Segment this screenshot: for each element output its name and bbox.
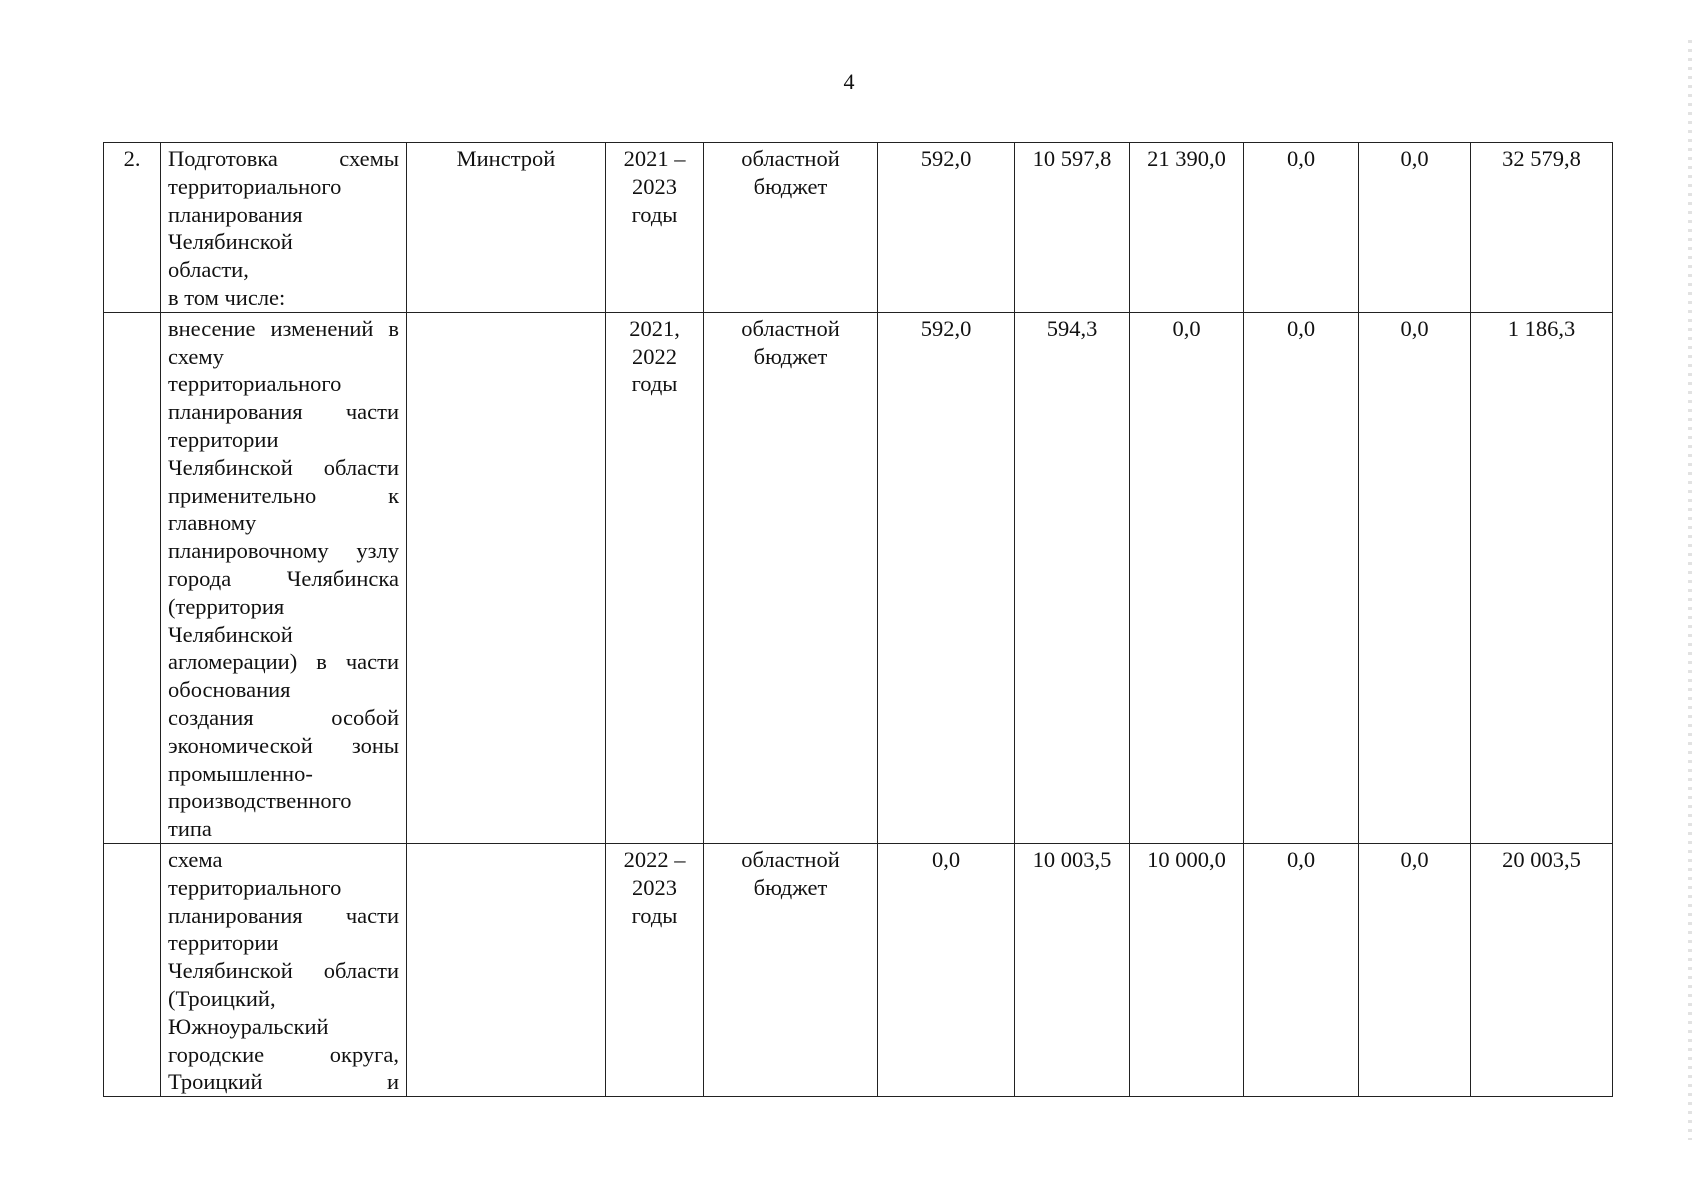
description-line: (территория <box>168 593 285 619</box>
value-cell <box>878 143 1015 313</box>
description-line: Челябинской <box>168 229 293 255</box>
funding-source-line: бюджет <box>753 173 828 199</box>
value-cell <box>1471 312 1613 843</box>
value-cell <box>1471 143 1613 313</box>
value-text: 594,3 <box>1046 315 1098 341</box>
value-text: 1 186,3 <box>1507 315 1576 341</box>
description-line: территории <box>168 426 279 452</box>
value-text: 592,0 <box>920 146 972 171</box>
description-line: города Челябинска <box>168 565 399 591</box>
value-text: 10 597,8 <box>1032 146 1112 171</box>
executor-cell <box>407 312 606 843</box>
funding-source-line: бюджет <box>753 343 828 369</box>
value-cell <box>1244 843 1359 1096</box>
table-row <box>104 312 1613 843</box>
description-line: планировочному узлу <box>168 538 399 564</box>
value-cell <box>1359 312 1471 843</box>
table-row <box>104 143 1613 313</box>
description-line: планирования <box>168 201 303 227</box>
description-line: Челябинской области <box>168 958 399 984</box>
period-line: 2021, <box>629 315 680 341</box>
description-line: Подготовка схемы <box>168 146 399 171</box>
period-line: годы <box>631 371 678 397</box>
period-cell <box>606 312 704 843</box>
value-text: 0,0 <box>1400 315 1429 341</box>
row-index-cell <box>104 843 161 1096</box>
description-line: Челябинской области <box>168 454 399 480</box>
value-text: 0,0 <box>1286 846 1316 872</box>
executor-text: Минстрой <box>456 146 556 171</box>
page-number: 4 <box>843 69 855 94</box>
description-line: территории <box>168 930 279 956</box>
description-cell <box>161 143 407 313</box>
description-line: типа <box>168 816 212 842</box>
executor-cell <box>407 143 606 313</box>
description-line: в том числе: <box>168 284 286 310</box>
description-line: агломерации) в части <box>168 649 399 675</box>
value-text: 10 000,0 <box>1147 846 1226 872</box>
description-line: экономической зоны <box>168 732 399 758</box>
description-line: обоснования <box>168 677 291 703</box>
description-line: создания особой <box>168 704 399 730</box>
row-index-cell <box>104 312 161 843</box>
value-text: 10 003,5 <box>1032 846 1112 872</box>
description-line: Троицкий и <box>168 1069 399 1095</box>
funding-source-cell <box>704 843 878 1096</box>
period-line: 2022 <box>632 343 677 369</box>
value-text: 20 003,5 <box>1502 846 1581 872</box>
value-cell <box>1015 312 1130 843</box>
funding-source-line: областной <box>741 146 840 171</box>
value-text: 0,0 <box>931 846 961 872</box>
value-cell <box>1130 843 1244 1096</box>
description-line: промышленно- <box>168 760 313 786</box>
funding-source-cell <box>704 312 878 843</box>
table-row <box>104 843 1613 1096</box>
value-cell <box>1130 143 1244 313</box>
table-body <box>104 143 1613 1097</box>
period-line: 2021 – <box>623 146 686 171</box>
value-cell <box>1015 843 1130 1096</box>
value-cell <box>1015 143 1130 313</box>
description-line: территориального <box>168 173 342 199</box>
value-cell <box>878 843 1015 1096</box>
row-index-cell <box>104 143 161 313</box>
funding-source-cell <box>704 143 878 313</box>
description-line: Челябинской <box>168 621 293 647</box>
value-cell <box>878 312 1015 843</box>
description-line: планирования части <box>168 399 399 425</box>
value-cell <box>1359 143 1471 313</box>
description-line: Южноуральский <box>168 1013 329 1039</box>
description-line: территориального <box>168 874 342 900</box>
description-line: городские округа, <box>168 1041 399 1067</box>
description-cell <box>161 312 407 843</box>
period-line: 2023 <box>632 874 677 900</box>
value-cell <box>1471 843 1613 1096</box>
funding-source-line: бюджет <box>753 874 828 900</box>
value-text: 0,0 <box>1286 315 1316 341</box>
period-cell <box>606 143 704 313</box>
description-line: планирования части <box>168 902 399 928</box>
row-index: 2. <box>123 146 141 171</box>
value-cell <box>1359 843 1471 1096</box>
funding-source-line: областной <box>741 315 840 341</box>
description-line: схема <box>168 846 223 872</box>
value-cell <box>1130 312 1244 843</box>
value-text: 32 579,8 <box>1502 146 1581 171</box>
scan-edge-mark <box>1688 40 1692 1140</box>
value-cell <box>1244 312 1359 843</box>
description-line: главному <box>168 510 257 536</box>
funding-source-line: областной <box>741 846 840 872</box>
value-text: 0,0 <box>1172 315 1201 341</box>
value-text: 592,0 <box>920 315 972 341</box>
description-line: внесение изменений в <box>168 315 399 341</box>
executor-cell <box>407 843 606 1096</box>
description-line: территориального <box>168 371 342 397</box>
value-text: 21 390,0 <box>1147 146 1226 171</box>
period-line: 2023 <box>632 173 677 199</box>
value-text: 0,0 <box>1286 146 1316 171</box>
period-cell <box>606 843 704 1096</box>
budget-table <box>103 142 1613 1097</box>
description-line: производственного <box>168 788 352 814</box>
value-text: 0,0 <box>1400 146 1429 171</box>
description-line: (Троицкий, <box>168 985 276 1011</box>
value-cell <box>1244 143 1359 313</box>
description-cell <box>161 843 407 1096</box>
description-line: области, <box>168 257 249 283</box>
period-line: годы <box>631 902 678 928</box>
period-line: 2022 – <box>623 846 686 872</box>
value-text: 0,0 <box>1400 846 1429 872</box>
description-line: схему <box>168 343 224 369</box>
period-line: годы <box>631 201 678 227</box>
description-line: применительно к <box>168 482 399 508</box>
